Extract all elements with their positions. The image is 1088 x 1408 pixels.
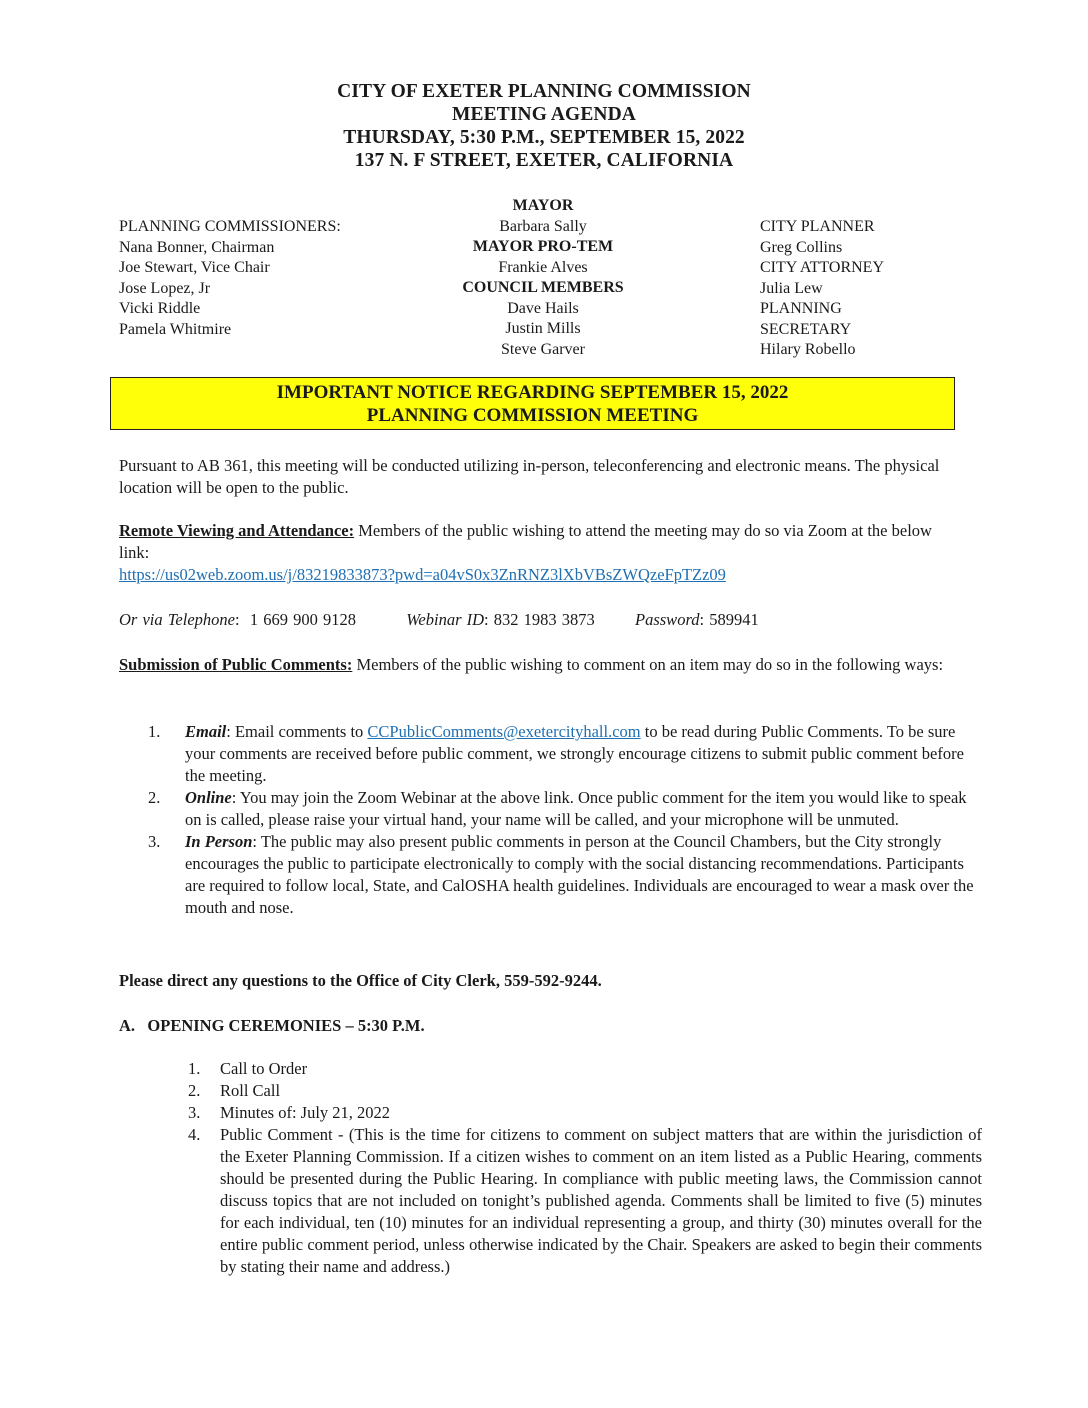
telephone-label: Or via Telephone [119, 610, 235, 629]
item-text: Minutes of: July 21, 2022 [220, 1103, 391, 1122]
item-number: 2. [188, 1081, 201, 1100]
list-item [148, 831, 975, 919]
council-member-name: Steve Garver [501, 340, 585, 358]
comment-methods-list [148, 721, 975, 919]
header-date: THURSDAY, 5:30 P.M., SEPTEMBER 15, 2022 [343, 127, 745, 148]
section-a-heading: A. OPENING CEREMONIES – 5:30 P.M. [119, 1016, 425, 1035]
agenda-item [188, 1102, 982, 1124]
public-comments-heading: Submission of Public Comments: [119, 655, 353, 674]
method-text: : The public may also present public comments in person at the Council Chambers, but the City strongly encourages the public to participate electronically to comply with the social distancing recommendations. Participants are required to follow local, State, and CalOSHA health guidelines. Individuals are encouraged to wear a mask over the mouth and nose. [185, 832, 974, 917]
public-comments-text: Members of the public wishing to comment on an item may do so in the following ways: [352, 655, 944, 674]
staff-column [760, 217, 884, 361]
mayor-name: Barbara Sally [499, 217, 587, 235]
mayor-label: MAYOR [512, 197, 574, 214]
council-members-label: COUNCIL MEMBERS [462, 279, 624, 296]
item-text: Call to Order [220, 1059, 308, 1078]
pro-tem-label: MAYOR PRO-TEM [472, 238, 614, 255]
item-number: 4. [188, 1125, 201, 1144]
commissioner-name: Vicki Riddle [119, 300, 201, 317]
commissioner-name: Joe Stewart, Vice Chair [119, 259, 270, 276]
council-member-name: Justin Mills [505, 320, 581, 337]
list-item [148, 721, 975, 787]
phone-info-line: Or via Telephone: 1 669 900 9128 Webinar ID: 832 1983 3873 Password: 589941 [119, 610, 759, 629]
method-label: Email [185, 722, 227, 741]
list-number: 3. [148, 832, 161, 851]
agenda-item [188, 1080, 982, 1102]
attorney-label: CITY ATTORNEY [760, 259, 884, 276]
header-address: 137 N. F STREET, EXETER, CALIFORNIA [354, 150, 734, 171]
password-label: Password [635, 610, 700, 629]
commissioner-name: Nana Bonner, Chairman [119, 238, 275, 256]
webinar-label: Webinar ID [406, 610, 485, 629]
item-number: 3. [188, 1103, 201, 1122]
secretary-label: PLANNING [760, 300, 842, 317]
header-title: CITY OF EXETER PLANNING COMMISSION [337, 81, 751, 102]
questions-contact: Please direct any questions to the Office of City Clerk, 559-592-9244. [119, 971, 602, 990]
council-member-name: Dave Hails [507, 299, 579, 317]
notice-line-2: PLANNING COMMISSION MEETING [366, 405, 699, 426]
method-text: to be read during Public Comments. To be sure your comments are received before public comment, we strongly encourage citizens to submit public comment before the meeting. [185, 722, 964, 785]
list-number: 2. [148, 788, 161, 807]
notice-line-1: IMPORTANT NOTICE REGARDING SEPTEMBER 15, 2022 [276, 382, 789, 403]
commissioners-column [119, 217, 341, 340]
document-header [0, 80, 1088, 172]
council-column [420, 196, 666, 360]
secretary-name: Hilary Robello [760, 341, 856, 358]
method-text: : You may join the Zoom Webinar at the above link. Once public comment for the item you would like to speak on is called, please raise your virtual hand, your name will be called, and your microphone will be unmuted. [185, 788, 967, 829]
item-text: Public Comment - (This is the time for citizens to comment on subject matters that are within the jurisdiction of the Exeter Planning Commission. If a citizen wishes to comment on an item listed as a Public Hearing, comments should be presented during the Public Hearing. In compliance with public meeting laws, the Commission cannot discuss topics that are not included on tonight’s published agenda. Comments shall be limited to five (5) minutes for each individual, ten (10) minutes for an individual representing a group, and thirty (30) minutes overall for the entire public comment period, unless otherwise indicated by the Chair. Speakers are asked to begin their comments by stating their name and address.) [220, 1125, 982, 1276]
agenda-item [188, 1124, 982, 1278]
method-text: : Email comments to [226, 722, 368, 741]
commissioners-title: PLANNING COMMISSIONERS: [119, 218, 341, 235]
planner-label: CITY PLANNER [760, 218, 875, 235]
section-a-list [188, 1058, 982, 1278]
zoom-link[interactable]: https://us02web.zoom.us/j/83219833873?pwd=a04vS0x3ZnRNZ3lXbVBsZWQzeFpTZz09 [119, 565, 726, 584]
password-value: 589941 [709, 610, 759, 629]
method-label: In Person [185, 832, 253, 851]
item-number: 1. [188, 1059, 201, 1078]
remote-viewing-text: Members of the public wishing to attend the meeting may do so via Zoom at the below link: [119, 521, 932, 562]
list-number: 1. [148, 722, 161, 741]
item-text: Roll Call [220, 1081, 281, 1100]
method-label: Online [185, 788, 232, 807]
intro-paragraph: Pursuant to AB 361, this meeting will be conducted utilizing in-person, teleconferencing and electronic means. The physical location will be open to the public. [119, 456, 940, 497]
list-item [148, 787, 975, 831]
important-notice-banner [110, 377, 955, 430]
attorney-name: Julia Lew [760, 279, 823, 297]
remote-viewing-heading: Remote Viewing and Attendance: [119, 521, 355, 540]
telephone-number: 1 669 900 9128 [249, 610, 356, 629]
planner-name: Greg Collins [760, 238, 843, 256]
header-subtitle: MEETING AGENDA [452, 104, 636, 125]
remote-viewing-paragraph [119, 520, 959, 586]
commissioner-name: Jose Lopez, Jr [119, 279, 211, 297]
commissioner-name: Pamela Whitmire [119, 320, 232, 338]
secretary-label: SECRETARY [760, 320, 852, 338]
pro-tem-name: Frankie Alves [498, 258, 588, 276]
public-comments-paragraph [119, 654, 959, 676]
agenda-item [188, 1058, 982, 1080]
webinar-id: 832 1983 3873 [493, 610, 595, 629]
email-link[interactable]: CCPublicComments@exetercityhall.com [367, 722, 641, 741]
